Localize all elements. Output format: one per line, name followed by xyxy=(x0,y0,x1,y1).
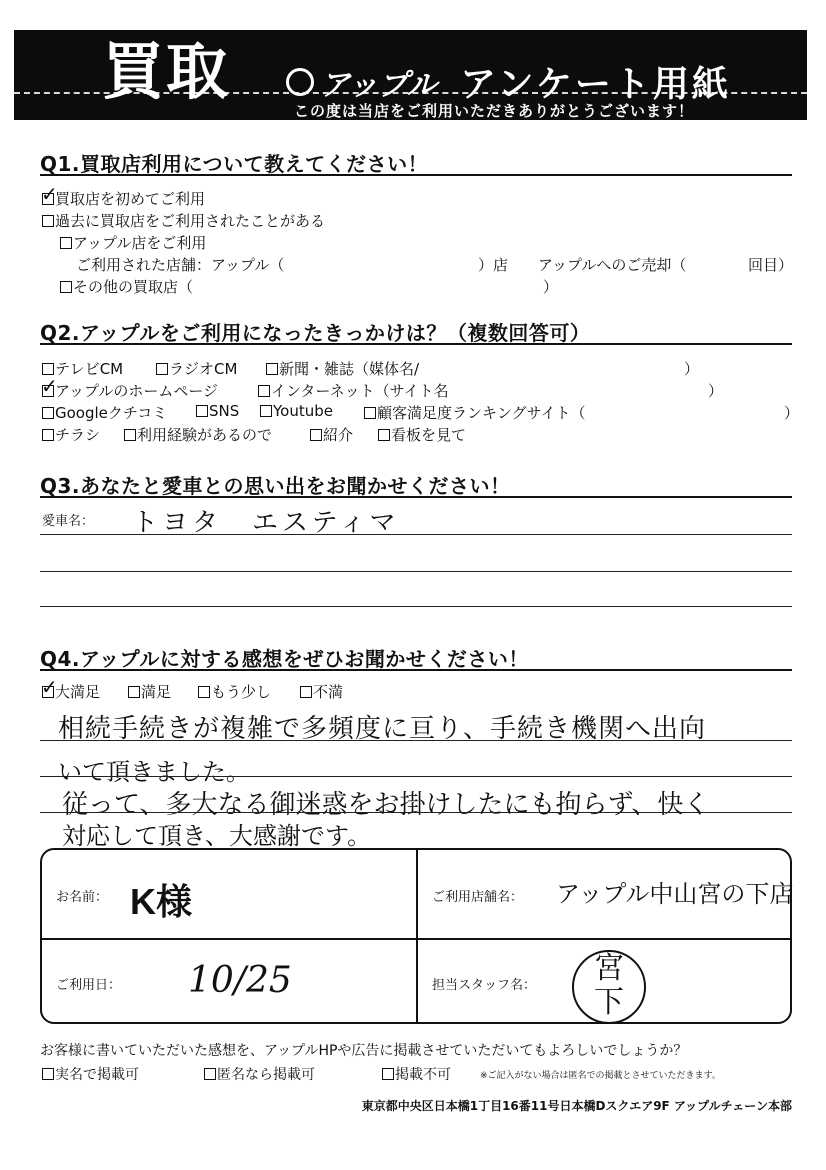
q4-line-1 xyxy=(40,740,792,741)
option-label: SNS xyxy=(209,402,240,420)
q4-very-satisfied-option[interactable] xyxy=(41,675,101,702)
option-label: もう少し xyxy=(211,683,272,701)
checkbox[interactable] xyxy=(364,407,376,419)
publish-anonymous-option[interactable] xyxy=(204,1064,315,1084)
checkbox-checked[interactable] xyxy=(41,182,58,206)
q3-rule xyxy=(40,496,792,498)
q4-line-2 xyxy=(40,776,792,777)
header-banner xyxy=(14,30,807,120)
info-divider-horizontal xyxy=(42,938,790,940)
brand-name: アップル xyxy=(320,68,437,103)
date-handwritten: 10/25 xyxy=(188,960,292,1001)
checkbox[interactable] xyxy=(42,215,54,227)
q4-rule xyxy=(40,669,792,671)
q2-heading: Q2.アップルをご利用になったきっかけは？（複数回答可） xyxy=(40,321,591,345)
comment-line-3: 従って、多大なる御迷惑をお掛けしたにも拘らず、快く xyxy=(62,790,710,820)
checkbox-checked[interactable] xyxy=(41,675,58,699)
staff-label: 担当スタッフ名： xyxy=(432,978,537,993)
q2-signboard-option[interactable] xyxy=(378,424,466,445)
q1-heading: Q1.買取店利用について教えてください！ xyxy=(40,152,429,176)
checkbox[interactable] xyxy=(196,405,208,417)
checkbox[interactable] xyxy=(204,1068,216,1080)
q4-unsatisfied-option[interactable] xyxy=(300,681,343,702)
q2-homepage-option[interactable] xyxy=(41,374,219,401)
q1-first-time-option[interactable] xyxy=(41,182,206,209)
q1-apple-store-option[interactable] xyxy=(60,232,206,253)
q3-line-2 xyxy=(40,571,792,572)
checkbox[interactable] xyxy=(156,363,168,375)
store-label: ご利用店舗名： xyxy=(432,890,524,905)
checkmark-icon: ✓ xyxy=(41,675,58,699)
q1-other-store-option[interactable] xyxy=(60,276,193,297)
q2-row1-close: ） xyxy=(684,360,700,378)
option-label: Googleクチコミ xyxy=(55,404,168,422)
car-name-label: 愛車名： xyxy=(42,514,95,529)
q2-rule xyxy=(40,343,792,345)
apple-logo-icon xyxy=(286,68,314,96)
publish-real-name-option[interactable] xyxy=(42,1064,139,1084)
q1-rule xyxy=(40,174,792,176)
q4-satisfied-option[interactable] xyxy=(128,681,171,702)
staff-stamp xyxy=(572,950,646,1024)
option-label: その他の買取店（ xyxy=(73,278,194,296)
comment-line-1: 相続手続きが複雑で多頻度に亘り、手続き機関へ出向 xyxy=(58,714,707,744)
kaitori-title: 買取 xyxy=(102,35,231,108)
q1-store-name-label: ご利用された店舗：アップル（ xyxy=(76,256,285,274)
option-label: 掲載不可 xyxy=(395,1067,451,1083)
checkbox[interactable] xyxy=(378,429,390,441)
info-divider-vertical xyxy=(416,850,418,1022)
option-label: 大満足 xyxy=(55,683,101,701)
q1-other-close: ） xyxy=(543,278,559,296)
q2-newspaper-option[interactable] xyxy=(266,358,419,379)
page-title: アンケート用紙 xyxy=(460,64,731,105)
checkbox[interactable] xyxy=(42,1068,54,1080)
checkbox[interactable] xyxy=(260,405,272,417)
q2-flyer-option[interactable] xyxy=(42,424,100,445)
checkbox[interactable] xyxy=(258,385,270,397)
date-label: ご利用日： xyxy=(56,978,122,993)
comment-line-2: いて頂きました。 xyxy=(58,758,250,786)
customer-name: K様 xyxy=(130,881,192,922)
stamp-top-char: 宮 xyxy=(594,951,624,986)
checkmark-icon: ✓ xyxy=(41,182,58,206)
car-name-handwritten: トヨタ エスティマ xyxy=(132,508,400,538)
option-label: 満足 xyxy=(141,683,172,701)
q4-heading: Q4.アップルに対する感想をぜひお聞かせください！ xyxy=(40,647,529,671)
checkbox[interactable] xyxy=(42,407,54,419)
checkbox[interactable] xyxy=(60,237,72,249)
checkbox[interactable] xyxy=(124,429,136,441)
q2-row3-close: ） xyxy=(784,404,800,422)
option-label: チラシ xyxy=(55,426,101,444)
checkbox[interactable] xyxy=(128,686,140,698)
option-label: 匿名なら掲載可 xyxy=(217,1067,315,1083)
q1-used-before-option[interactable] xyxy=(42,210,325,231)
q2-row2-close: ） xyxy=(708,382,724,400)
option-label: 紹介 xyxy=(323,426,354,444)
store-name-handwritten: アップル中山宮の下店 xyxy=(556,880,794,908)
option-label: 過去に買取店をご利用されたことがある xyxy=(55,212,326,230)
q3-line-3 xyxy=(40,606,792,607)
option-label: インターネット（サイト名 xyxy=(271,382,449,400)
q1-sales-count-label: アップルへのご売却（ xyxy=(538,256,687,274)
comment-line-4: 対応して頂き、大感謝です。 xyxy=(62,822,372,850)
option-label: Youtube xyxy=(273,402,333,420)
publish-question: お客様に書いていただいた感想を、アップルHPや広告に掲載させていただいてもよろしいでしょうか？ xyxy=(40,1043,688,1059)
q2-radio-option[interactable] xyxy=(156,358,237,379)
publish-not-allowed-option[interactable] xyxy=(382,1064,451,1084)
publish-note: ※ご記入がない場合は匿名での掲載とさせていただきます。 xyxy=(480,1071,721,1081)
checkbox[interactable] xyxy=(382,1068,394,1080)
q2-internet-option[interactable] xyxy=(258,380,449,401)
option-label: 実名で掲載可 xyxy=(55,1067,139,1083)
thanks-message: この度は当店をご利用いただきありがとうございます！ xyxy=(294,102,695,120)
q2-youtube-option[interactable] xyxy=(260,402,333,420)
option-label: アップルのホームページ xyxy=(55,382,219,400)
company-address: 東京都中央区日本橋1丁目16番11号日本橋Dスクエア9F アップルチェーン本部 xyxy=(361,1099,792,1113)
option-label: ラジオCM xyxy=(169,360,238,378)
q1-sales-count-suffix: 回目） xyxy=(748,256,794,274)
option-label: 買取店を初めてご利用 xyxy=(55,190,206,208)
option-label: 看板を見て xyxy=(391,426,467,444)
checkbox[interactable] xyxy=(266,363,278,375)
checkbox[interactable] xyxy=(300,686,312,698)
q2-google-option[interactable] xyxy=(42,402,167,423)
stamp-bottom-char: 下 xyxy=(594,985,624,1020)
name-label: お名前： xyxy=(56,890,109,905)
option-label: 不満 xyxy=(313,683,344,701)
q3-line-1 xyxy=(40,534,792,535)
q3-heading: Q3.あなたと愛車との思い出をお聞かせください！ xyxy=(40,474,511,498)
q2-sns-option[interactable] xyxy=(196,402,239,420)
option-label: テレビCM xyxy=(55,360,124,378)
q4-somewhat-option[interactable] xyxy=(198,681,271,702)
q4-line-3 xyxy=(40,812,792,813)
checkbox[interactable] xyxy=(42,429,54,441)
checkbox[interactable] xyxy=(198,686,210,698)
checkmark-icon: ✓ xyxy=(41,374,58,398)
checkbox[interactable] xyxy=(310,429,322,441)
option-label: 顧客満足度ランキングサイト（ xyxy=(377,404,586,422)
q1-store-suffix: ）店 xyxy=(478,256,509,274)
option-label: 利用経験があるので xyxy=(137,426,273,444)
checkbox[interactable] xyxy=(60,281,72,293)
option-label: 新聞・雑誌（媒体名/ xyxy=(279,360,420,378)
q2-experience-option[interactable] xyxy=(124,424,272,445)
checkbox-checked[interactable] xyxy=(41,374,58,398)
q2-ranking-option[interactable] xyxy=(364,402,586,423)
option-label: アップル店をご利用 xyxy=(73,234,207,252)
q2-referral-option[interactable] xyxy=(310,424,353,445)
